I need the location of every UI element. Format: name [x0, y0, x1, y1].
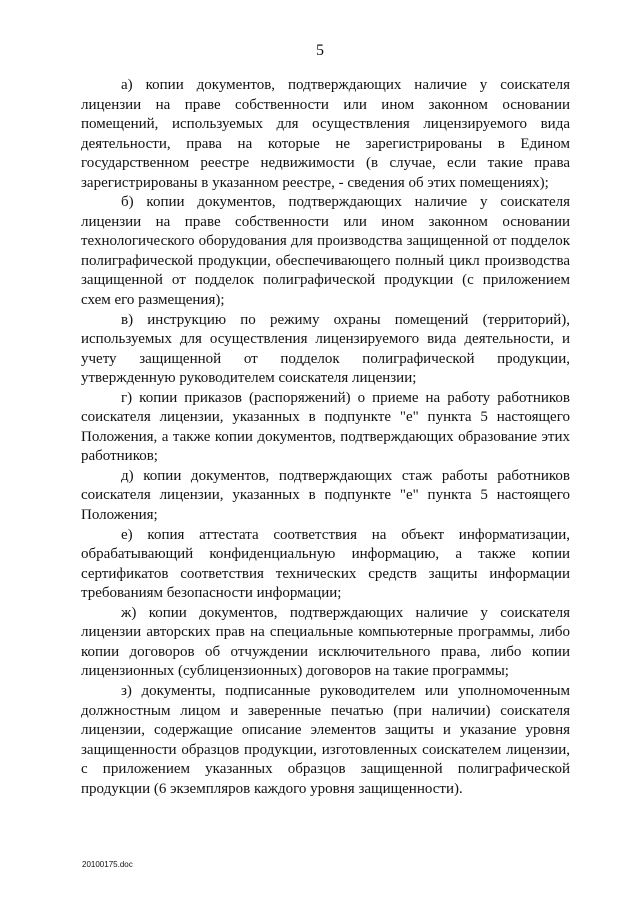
item-marker: а)	[121, 77, 133, 93]
list-item	[81, 76, 570, 193]
list-item	[81, 467, 570, 526]
list-item	[81, 526, 570, 604]
list-item	[81, 311, 570, 389]
list-item	[81, 604, 570, 682]
item-marker: в)	[121, 311, 134, 328]
item-text: копии приказов (распоряжений) о приеме на работу работников соискателя лицензии, указанных в подпункте "е" пункта 5 настоящего Положения, а также копии документов, подтверждающих образование этих работников;	[81, 389, 570, 465]
list-item	[81, 682, 570, 799]
item-text: копии документов, подтверждающих наличие у соискателя лицензии на праве собственности или ином законном основании технологического оборудования для производства защищенной от подделок полиграфической продукции, обеспечивающего полный цикл производства защищенной от подделок полиграфической продукции (с приложением схем его размещения);	[81, 194, 571, 309]
item-text: копии документов, подтверждающих наличие у соискателя лицензии на праве собственности или ином законном основании помещений, используемых для осуществления лицензируемого вида деятельности, права на которые не зарегистрированы в Едином государственном реестре недвижимости (в случае, если такие права зарегистрированы в указанном реестре, - сведения об этих помещениях);	[81, 77, 571, 191]
item-marker: е)	[121, 526, 133, 543]
item-marker: ж)	[121, 604, 137, 621]
item-marker: д)	[121, 467, 134, 484]
item-text: инструкцию по режиму охраны помещений (территорий), используемых для осуществления лицензируемого вида деятельности, и учету защищенной от подделок полиграфической продукции, утвержденную руководителем соискателя лицензии;	[81, 311, 570, 387]
item-marker: з)	[121, 682, 132, 699]
document-body	[81, 76, 570, 799]
item-text: документы, подписанные руководителем или уполномоченным должностным лицом и заверенные печатью (при наличии) соискателя лицензии, содержащие описание элементов защиты и указание уровня защищенности образцов продукции, изготовленных соискателем лицензии, с приложением указанных образцов защищенной полиграфической продукции (6 экземпляров каждого уровня защищенности).	[81, 682, 570, 797]
item-text: копии документов, подтверждающих наличие у соискателя лицензии авторских прав на специальные компьютерные программы, либо копии договоров об отчуждении исключительного права, либо копии лицензионных (сублицензионных) договоров на такие программы;	[81, 604, 571, 680]
list-item	[81, 389, 570, 467]
item-text: копия аттестата соответствия на объект информатизации, обрабатывающий конфиденциальную информацию, а также копии сертификатов соответствия технических средств защиты информации требованиям безопасности информации;	[81, 526, 570, 602]
item-marker: г)	[121, 389, 133, 406]
item-text: копии документов, подтверждающих стаж работы работников соискателя лицензии, указанных в подпункте "е" пункта 5 настоящего Положения;	[81, 467, 570, 524]
document-filename: 20100175.doc	[82, 860, 133, 869]
list-item	[81, 193, 570, 310]
page-number: 5	[316, 42, 324, 59]
item-marker: б)	[121, 194, 134, 211]
